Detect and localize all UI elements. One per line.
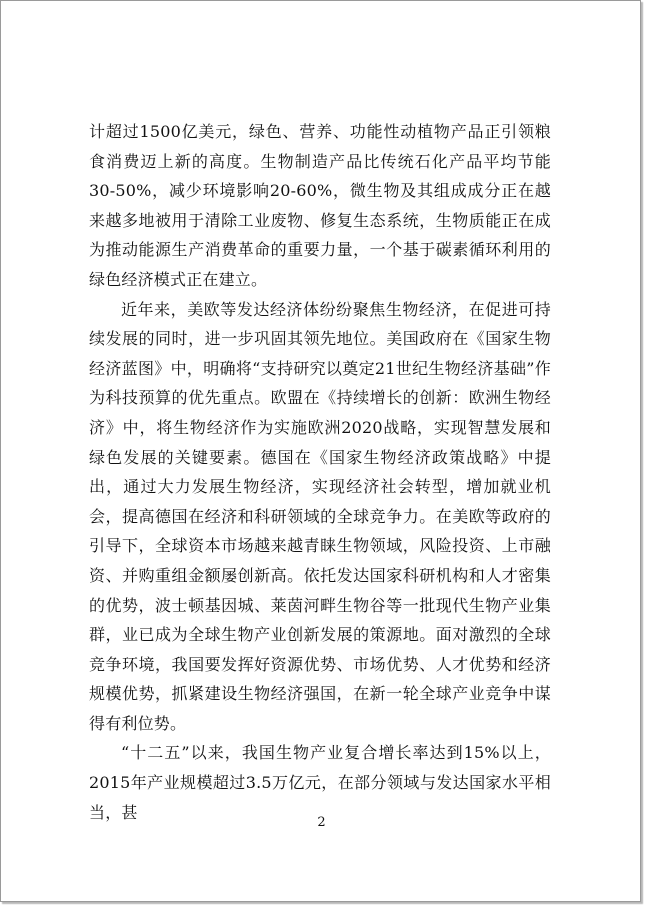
paragraph-3: “十二五”以来，我国生物产业复合增长率达到15%以上，2015年产业规模超过3.5万亿元，在部分领域与发达国家水平相当，甚 [89,743,551,822]
paragraph-2: 近年来，美欧等发达经济体纷纷聚焦生物经济，在促进可持续发展的同时，进一步巩固其领先地位。美国政府在《国家生物经济蓝图》中，明确将“支持研究以奠定21世纪生物经济基础”作为科技预算的优先重点。欧盟在《持续增长的创新：欧洲生物经济》中，将生物经济作为实施欧洲2020战略，实现智慧发展和绿色发展的关键要素。德国在《国家生物经济政策战略》中提出，通过大力发展生物经济，实现经济社会转型，增加就业机会，提高德国在经济和科研领域的全球竞争力。在美欧等政府的引导下，全球资本市场越来越青睐生物领域，风险投资、上市融资、并购重组金额屡创新高。依托发达国家科研机构和人才密集的优势，波士顿基因城、莱茵河畔生物谷等一批现代生物产业集群，业已成为全球生物产业创新发展的策源地。面对激烈的全球竞争环境，我国要发挥好资源优势、市场优势、人才优势和经济规模优势，抓紧建设生物经济强国，在新一轮全球产业竞争中谋得有利位势。 [89,299,551,733]
paragraph-1: 计超过1500亿美元，绿色、营养、功能性动植物产品正引领粮食消费迈上新的高度。生物制造产品比传统石化产品平均节能30-50%，减少环境影响20-60%，微生物及其组成成分正在越来越多地被用于清除工业废物、修复生态系统，生物质能正在成为推动能源生产消费革命的重要力量，一个基于碳素循环利用的绿色经济模式正在建立。 [89,122,551,289]
page-number: 2 [317,815,326,830]
body-text [89,117,551,827]
